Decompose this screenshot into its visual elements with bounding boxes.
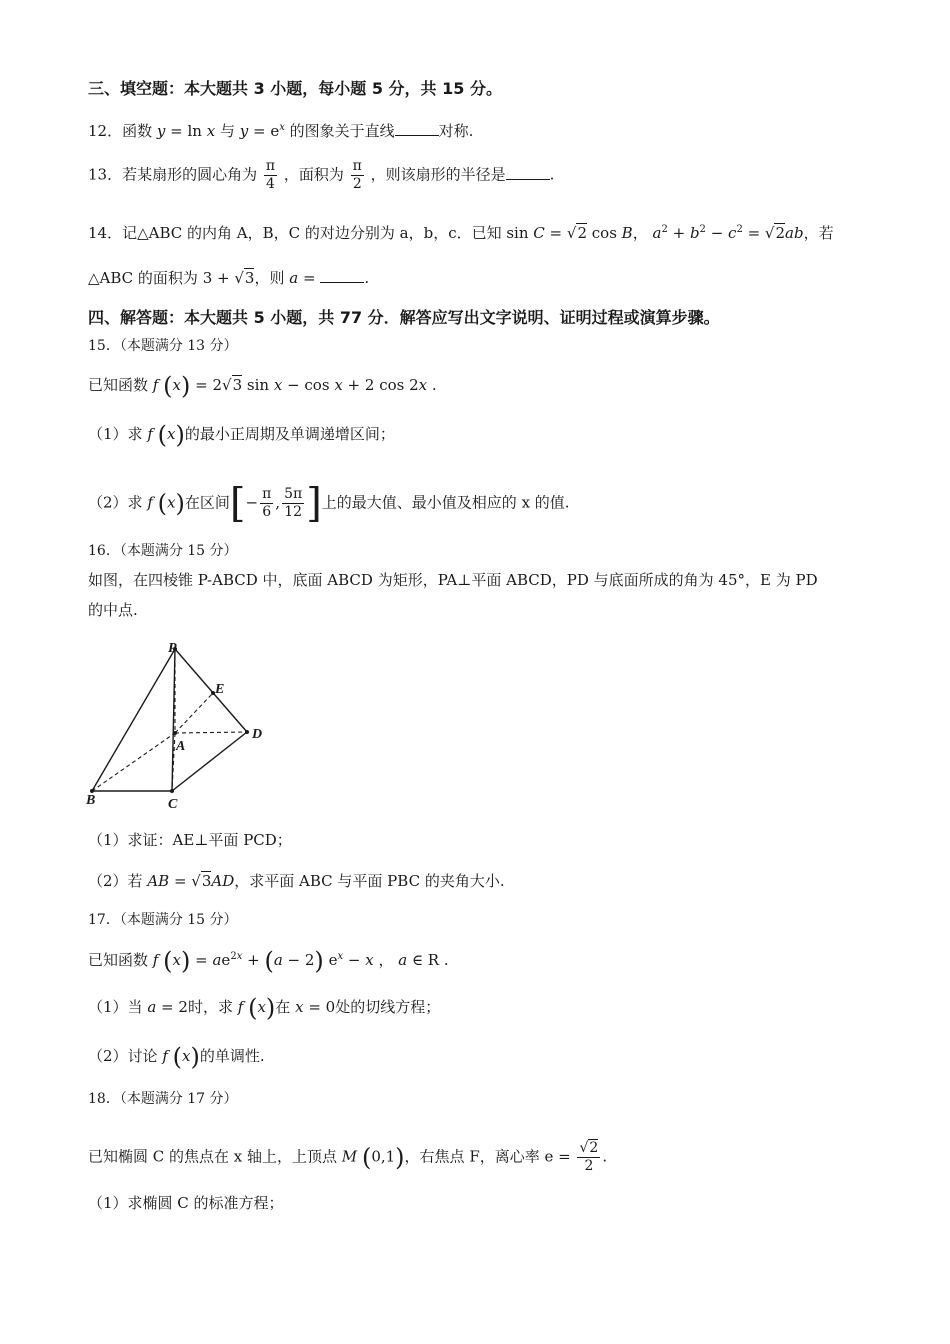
q16-part1: （1）求证：AE⊥平面 PCD； <box>88 831 292 849</box>
pyramid-figure <box>82 636 282 816</box>
label-d: D <box>252 727 263 742</box>
question-14-line2: △ABC 的面积为 3 + √3，则 a = . <box>88 269 370 287</box>
q15-title: 15．（本题满分 13 分） <box>88 338 238 354</box>
section3-heading: 三、填空题：本大题共 3 小题，每小题 5 分，共 15 分。 <box>88 79 502 98</box>
q17-title: 17．（本题满分 15 分） <box>88 912 238 928</box>
question-12: 12．函数 y = ln x 与 $y = e^x$ 的图象关于直线 对称. <box>88 122 474 140</box>
q15-part1: （1）求 f (x)的最小正周期及单调递增区间； <box>88 421 395 449</box>
q16-stem-line1: 如图，在四棱锥 P-ABCD 中，底面 ABCD 为矩形，PA⊥平面 ABCD，PD 与底面所成的角为 45°，E 为 PD <box>88 571 818 589</box>
q17-stem: 已知函数 f $(x) = ae^{2x} + (a - 2) e^x - x$ ， a ∈ R . <box>88 947 449 975</box>
section4-heading: 四、解答题：本大题共 5 小题，共 77 分．解答应写出文字说明、证明过程或演算步骤。 <box>88 308 720 327</box>
label-c: C <box>168 797 178 812</box>
q17-part1: （1）当 a = 2时，求 f (x)在 x = 0处的切线方程； <box>88 994 441 1022</box>
label-a: A <box>176 739 186 754</box>
q16-title: 16．（本题满分 15 分） <box>88 543 238 559</box>
label-b: B <box>86 793 96 808</box>
answer-blank <box>506 165 550 180</box>
label-p: P <box>168 641 177 656</box>
answer-blank <box>395 121 439 136</box>
q16-part2: （2）若 AB = √3AD，求平面 ABC 与平面 PBC 的夹角大小. <box>88 872 505 890</box>
q18-part1: （1）求椭圆 C 的标准方程； <box>88 1194 284 1212</box>
q16-stem-line2: 的中点. <box>88 601 138 619</box>
label-e: E <box>215 682 225 697</box>
question-13: 13．若某扇形的圆心角为 $\frac{\pi}{4}$ ，面积为 $\frac{\pi}{2}$ ，则该扇形的半径是 . <box>88 158 555 192</box>
question-14-line1: 14．记△ABC 的内角 A，B，C 的对边分别为 a，b，c．已知 sin C = √2 cos B， $a^2 + b^2 - c^2 = √2ab$，若 <box>88 224 834 242</box>
q17-part2: （2）讨论 f (x)的单调性. <box>88 1043 265 1071</box>
q15-stem: 已知函数 f (x) = 2√3 sin x − cos x + 2 cos 2x . <box>88 372 437 400</box>
answer-blank <box>320 268 364 283</box>
q15-part2: （2）求 f (x)在区间[− $\frac{\pi}{6}$ , $\frac{5\pi}{12}$ ]上的最大值、最小值及相应的 x 的值. <box>88 480 570 527</box>
q18-title: 18．（本题满分 17 分） <box>88 1091 238 1107</box>
q18-stem: 已知椭圆 C 的焦点在 x 轴上，上顶点 M (0,1)，右焦点 F，离心率 e = $\frac{√2}{2}$ . <box>88 1140 608 1174</box>
